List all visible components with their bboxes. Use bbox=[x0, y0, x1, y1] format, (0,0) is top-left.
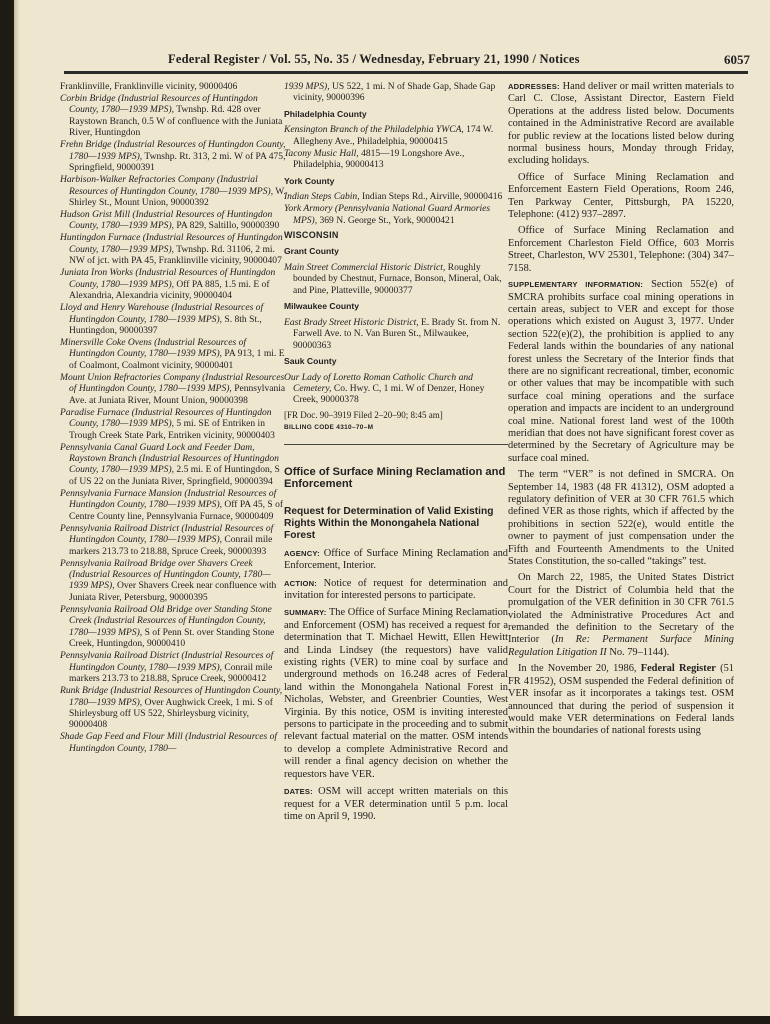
list-item: Pennsylvania Furnace Mansion (Industrial Resources of Huntingdon County, 1780—1939 MPS), Off PA 45, S of Centre County line, Pennsylvania Furnace, 90000409 bbox=[60, 487, 284, 522]
list-item: Harbison-Walker Refractories Company (Industrial Resources of Huntingdon County, 1780—1939 MPS), W. Shirley St., Mount Union, 90000392 bbox=[60, 174, 286, 209]
list-item: Shade Gap Feed and Flour Mill (Industrial Resources of Huntingdon County, 1780— bbox=[60, 731, 278, 754]
list-item: Main Street Commercial Historic District, Roughly bounded by Chestnut, Furnace, Bonson, Mineral, Oak, and Pine, Platteville, 90000377 bbox=[284, 261, 502, 296]
header-rule bbox=[64, 71, 748, 74]
address-charleston: Office of Surface Mining Reclamation and Enforcement Charleston Field Office, 603 Morris Street, Charleston, WV 25301, Telephone: (304) 347–7158. bbox=[508, 225, 734, 274]
list-item: Kensington Branch of the Philadelphia YWCA, 174 W. Allegheny Ave., Philadelphia, 90000415 bbox=[284, 124, 494, 147]
list-item: Franklinville, Franklinville vicinity, 90000406 bbox=[60, 81, 238, 92]
state-heading: WISCONSIN bbox=[284, 229, 339, 240]
list-item: Frehn Bridge (Industrial Resources of Huntingdon County, 1780—1939 MPS), Twnshp. Rt. 313, 2 mi. W of PA 475, Springfield, 90000391 bbox=[60, 139, 286, 174]
list-item: Tacony Music Hall, 4815—19 Longshore Ave., Philadelphia, 90000413 bbox=[284, 147, 465, 171]
list-item: York Armory (Pennsylvania National Guard Armories MPS), 369 N. George St., York, 90000421 bbox=[284, 203, 491, 226]
list-item: Indian Steps Cabin, Indian Steps Rd., Airville, 90000416 bbox=[284, 191, 503, 203]
list-item: Juniata Iron Works (Industrial Resources of Huntingdon County, 1780—1939 MPS), Off PA 885, 1.5 mi. E of Alexandria, Alexandria vicinity, 90000404 bbox=[60, 267, 276, 302]
list-item: Paradise Furnace (Industrial Resources of Huntingdon County, 1780—1939 MPS), 5 mi. SE of Entriken in Trough Creek State Park, Entriken vicinity, 90000403 bbox=[60, 406, 275, 441]
action-paragraph: ACTION: Notice of request for determination and invitation for interested persons to participate. bbox=[284, 577, 508, 601]
list-item: Hudson Grist Mill (Industrial Resources of Huntingdon County, 1780—1939 MPS), PA 829, Saltillo, 90000390 bbox=[60, 208, 280, 232]
column-2 bbox=[284, 81, 508, 828]
addresses-paragraph: ADDRESSES: Hand deliver or mail written materials to Carl C. Close, Assistant Director, Eastern Field Operations at the address listed below. Documents contained in the Administrative Record are available for public review at the locations listed below during normal business hours, Monday through Friday, excluding holidays. bbox=[508, 81, 734, 167]
county-heading: Sauk County bbox=[284, 356, 337, 367]
suspension-paragraph: In the November 20, 1986, Federal Register (51 FR 41952), OSM suspended the Federal definition of VER insofar as it incorporates a takings test. OSM announced that during the period of suspension it would make VER determinations on Federal lands within the boundaries of national forests using bbox=[508, 663, 734, 737]
agency-paragraph: AGENCY: Office of Surface Mining Reclamation and Enforcement, Interior. bbox=[284, 547, 508, 572]
county-heading: Grant County bbox=[284, 246, 339, 257]
list-item: Pennsylvania Railroad Bridge over Shavers Creek (Industrial Resources of Huntingdon County, 1780—1939 MPS), Over Shavers Creek near confluence with Juniata River, Petersburg, 90000395 bbox=[60, 557, 277, 603]
list-item: Minersville Coke Ovens (Industrial Resources of Huntingdon County, 1780—1939 MPS), PA 913, 1 mi. E of Coalmont, Coalmont vicinity, 90000401 bbox=[60, 336, 285, 371]
billing-code: BILLING CODE 4310–70–M bbox=[284, 424, 374, 432]
page-number: 6057 bbox=[724, 52, 750, 67]
running-head: Federal Register / Vol. 55, No. 35 / Wednesday, February 21, 1990 / Notices bbox=[168, 52, 580, 66]
list-item: Runk Bridge (Industrial Resources of Huntingdon County, 1780—1939 MPS), Over Aughwick Creek, 1 mi. S of Shirleysburg off US 522, Shirleysburg vicinity, 90000408 bbox=[60, 685, 283, 731]
agency-heading: Office of Surface Mining Reclamation and Enforcement bbox=[284, 465, 506, 491]
ver-definition-paragraph: The term “VER” is not defined in SMCRA. On September 14, 1983 (48 FR 41312), OSM adopted a regulatory definition of VER at 30 CFR 761.5 which defined VER as those rights, which if affected by the prohibitions in section 522(e), would entitle the owner to payment of just compensation under the Fifth and Fourteenth Amendments to the United States Constitution, the so-called “takings” test. bbox=[508, 469, 734, 568]
list-item: Pennsylvania Canal Guard Lock and Feeder Dam, Raystown Branch (Industrial Resources of Huntingdon County, 1780—1939 MPS), 2.5 mi. E of Huntingdon, S of US 22 on the Juniata River, Springfield, 90000394 bbox=[60, 441, 280, 487]
dates-paragraph: DATES: OSM will accept written materials on this request for a VER determination until 5 p.m. local time on April 9, 1990. bbox=[284, 786, 508, 822]
list-item: East Brady Street Historic District, E. Brady St. from N. Farwell Ave. to N. Van Buren St., Milwaukee, 90000363 bbox=[284, 316, 501, 351]
list-item: Pennsylvania Railroad Old Bridge over Standing Stone Creek (Industrial Resources of Huntingdon County, 1780—1939 MPS), S of Penn St. over Standing Stone Creek, Huntingdon, 90000410 bbox=[60, 603, 275, 650]
summary-paragraph: SUMMARY: The Office of Surface Mining Reclamation and Enforcement (OSM) has received a request for a determination that T. Michael Hewitt, Ellen Hewitt and Linda Lindsey (the requestors) have valid existing rights (VER) to mine coal by surface and underground methods on 16.248 acres of Federal land within the Monongahela National Forest in Nicholas, Webster, and Greenbrier Counties, West Virginia. By this notice, OSM is inviting interested persons to participate in the proceeding and to submit relevant factual material on the matter. OSM intends to develop a complete Administrative Record and will render a final agency decision on whether the requestors have VER. bbox=[284, 607, 508, 780]
list-item: Pennsylvania Railroad District (Industrial Resources of Huntingdon County, 1780—1939 MPS), Conrail mile markers 213.73 to 218.88, Spruce Creek, 90000412 bbox=[60, 650, 274, 685]
document-page bbox=[14, 0, 770, 1016]
county-heading: Milwaukee County bbox=[284, 301, 359, 312]
fr-doc-line: [FR Doc. 90–3919 Filed 2–20–90; 8:45 am] bbox=[284, 409, 443, 420]
list-item: Lloyd and Henry Warehouse (Industrial Resources of Huntingdon County, 1780—1939 MPS), S. 8th St., Huntingdon, 90000397 bbox=[60, 302, 264, 337]
list-item: Our Lady of Loretto Roman Catholic Church and Cemetery, Co. Hwy. C, 1 mi. W of Denzer, Honey Creek, 90000378 bbox=[284, 371, 485, 406]
county-heading: York County bbox=[284, 175, 335, 186]
column-1 bbox=[60, 81, 286, 755]
county-heading: Philadelphia County bbox=[284, 108, 367, 119]
supplementary-paragraph: SUPPLEMENTARY INFORMATION: Section 552(e) of SMCRA prohibits surface coal mining operations in certain areas, subject to VER and except for those operations which existed on August 3, 1977. Under section 522(e)(2), the prohibition is applied to any Federal lands within the boundaries of any national forest unless the Secretary of the Interior finds that there are no significant recreational, timber, economic or other values that may be incompatible with such surface coal mining operations and the surface operation and impacts are incident to an underground coal mine. National forest land west of the 100th meridian that does not have significant forest cover as determined by the Secretary of Agriculture may be surface coal mined. bbox=[508, 279, 735, 464]
section-divider bbox=[284, 444, 508, 445]
address-pittsburgh: Office of Surface Mining Reclamation and Enforcement Eastern Field Operations, Room 246, Ten Parkway Center, Pittsburgh, PA 15220, Telephone: (412) 937–2897. bbox=[508, 171, 734, 221]
notice-subject: Request for Determination of Valid Existing Rights Within the Monongahela National Forest bbox=[284, 505, 494, 541]
list-item: Pennsylvania Railroad District (Industrial Resources of Huntingdon County, 1780—1939 MPS), Conrail mile markers 213.73 to 218.88, Spruce Creek, 90000393 bbox=[60, 522, 274, 557]
list-item: 1939 MPS), US 522, 1 mi. N of Shade Gap, Shade Gap vicinity, 90000396 bbox=[284, 81, 496, 104]
court-ruling-paragraph: On March 22, 1985, the United States District Court for the District of Columbia held that the promulgation of the VER definition in 30 CFR 761.5 violated the Administrative Procedures Act and remanded the definition to the Secretary of the Interior (In Re: Permanent Surface Mining Regulation Litigation II No. 79–1144). bbox=[508, 572, 734, 658]
list-item: Corbin Bridge (Industrial Resources of Huntingdon County, 1780—1939 MPS), Twnshp. Rd. 428 over Raystown Branch, 0.5 W of confluence with the Juniata River, Huntingdon bbox=[60, 92, 283, 139]
list-item: Huntingdon Furnace (Industrial Resources of Huntingdon County, 1780—1939 MPS), Twnshp. Rd. 31106, 2 mi. NW of jct. with PA 45, Franklinville vicinity, 90000407 bbox=[60, 232, 283, 267]
column-3 bbox=[508, 81, 734, 742]
list-item: Mount Union Refractories Company (Industrial Resources of Huntingdon County, 1780—1939 MPS), Pennsylvania Ave. at Juniata River, Mount Union, 90000398 bbox=[60, 371, 286, 406]
